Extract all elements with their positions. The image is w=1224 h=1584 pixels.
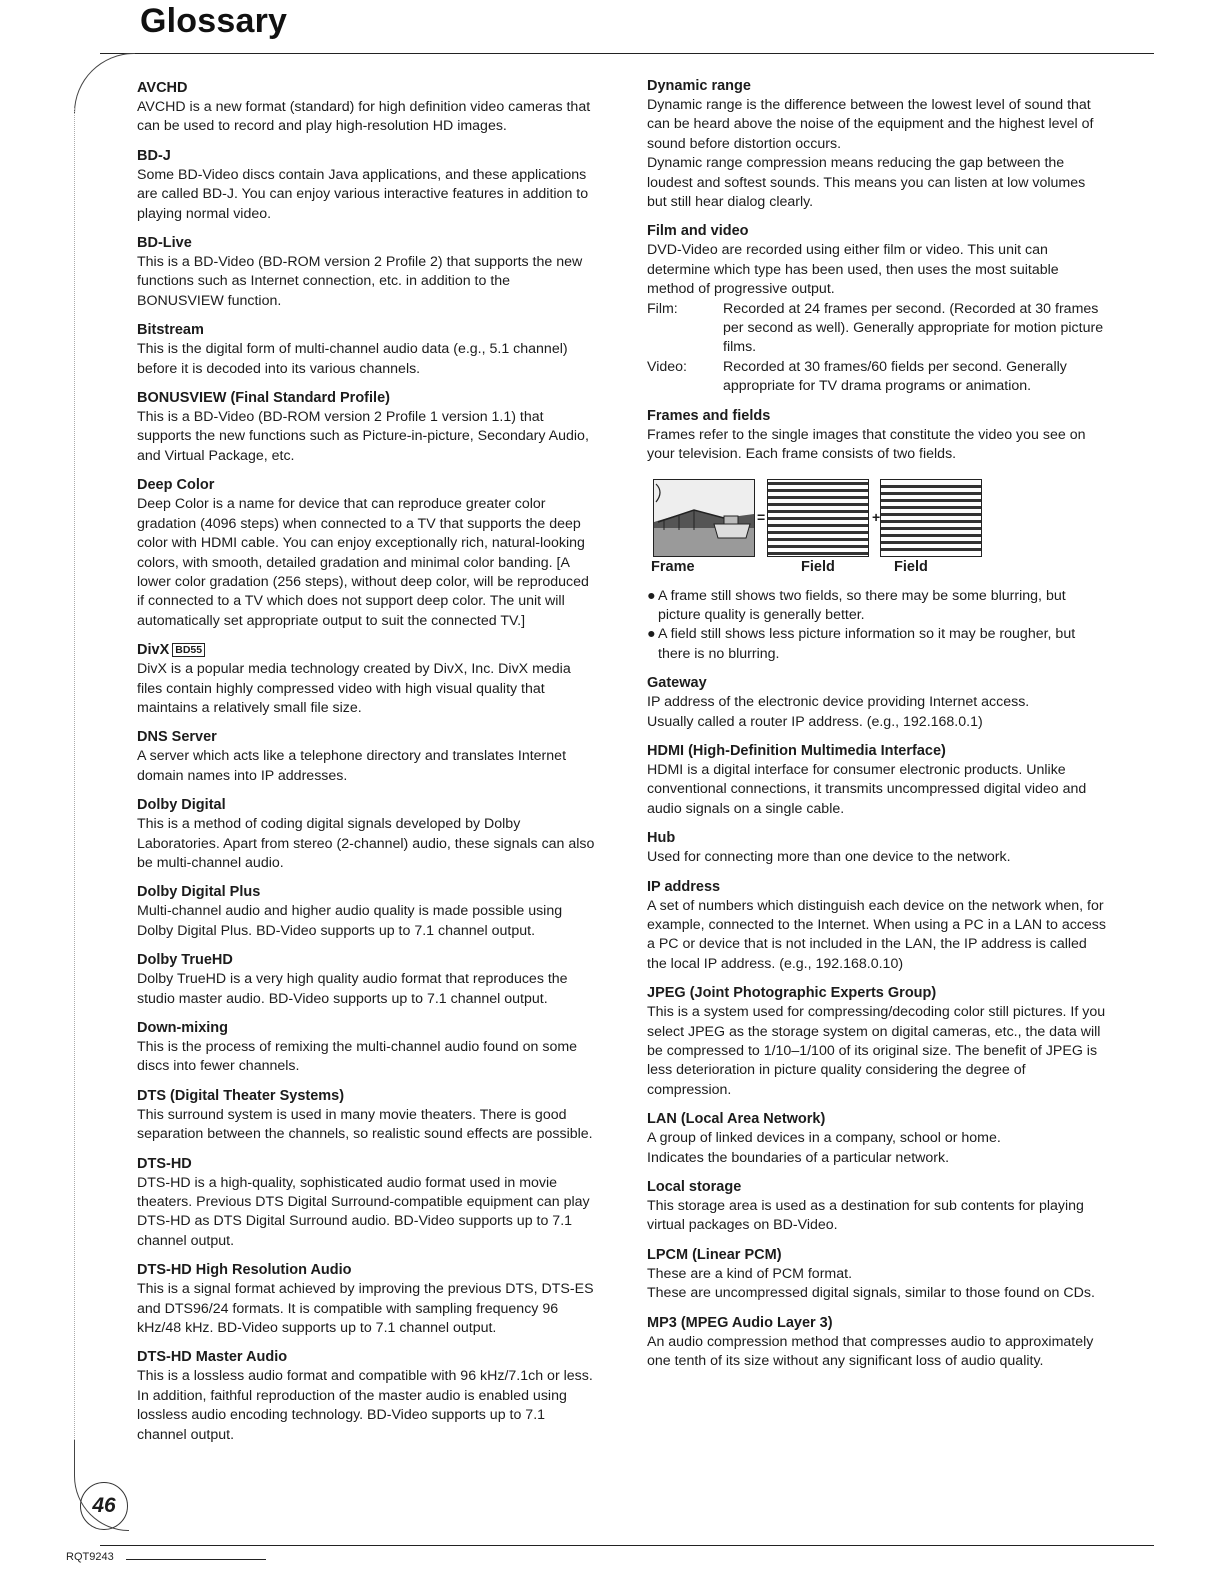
def-gateway-1: IP address of the electronic device providing Internet access.: [647, 694, 1030, 711]
term-ip-address: IP address: [647, 878, 721, 895]
def-dynamic-range-1: Dynamic range is the difference between the lowest level of sound that can be heard above the noise of the equipment and the highest level of sound before distortion occurs.: [647, 97, 1094, 152]
def-lpcm-2: These are uncompressed digital signals, similar to those found on CDs.: [647, 1285, 1095, 1302]
term-divx: [137, 640, 597, 660]
def-jpeg: This is a system used for compressing/decoding color still pictures. If you select JPEG as the storage system on digital cameras, etc., the data will be compressed to 1/10–1/100 of its original size. The benefit of JPEG is less deterioration in picture quality considering the degree of compression.: [647, 1004, 1106, 1098]
glossary-entry-ip-address: [647, 877, 1107, 975]
def-bd-j: Some BD-Video discs contain Java applications, and these applications are called BD-J. You can enjoy various interactive features in addition to playing normal video.: [137, 166, 589, 222]
margin-line: [74, 108, 75, 1448]
equals-sign: =: [757, 508, 766, 525]
page-number: 46: [80, 1482, 128, 1530]
def-dts-hd-hra: This is a signal format achieved by improving the previous DTS, DTS-ES and DTS96/24 formats. It is compatible with sampling frequency 96 kHz/48 kHz. BD-Video supports up to 7.1 channel output.: [137, 1281, 594, 1337]
glossary-entry-dts: [137, 1086, 597, 1145]
term-dynamic-range: Dynamic range: [647, 78, 751, 94]
glossary-entry-hub: [647, 828, 1107, 867]
term-lpcm: LPCM (Linear PCM): [647, 1246, 782, 1263]
film-text: Recorded at 24 frames per second. (Recorded at 30 frames per second as well). Generally appropriate for motion picture films.: [723, 300, 1104, 356]
field-image-1: [767, 479, 869, 557]
term-dolby-digital-plus: Dolby Digital Plus: [137, 884, 261, 901]
glossary-entry-mp3: [647, 1313, 1107, 1372]
def-dynamic-range-2: Dynamic range compression means reducing the gap between the loudest and softest sounds. This means you can listen at low volumes but still hear dialog clearly.: [647, 155, 1086, 211]
glossary-entry-dolby-truehd: [137, 950, 597, 1009]
def-mp3: An audio compression method that compresses audio to approximately one tenth of its size without any significant loss of audio quality.: [647, 1333, 1094, 1370]
film-label: Film:: [647, 300, 678, 317]
glossary-entry-bitstream: [137, 320, 597, 379]
def-avchd: AVCHD is a new format (standard) for high definition video cameras that can be used to record and play high-resolution HD images.: [137, 99, 591, 135]
bullet-field: [647, 625, 1107, 664]
term-dts: DTS (Digital Theater Systems): [137, 1087, 345, 1104]
term-bd-j: BD-J: [137, 147, 171, 164]
term-dts-hd-hra: DTS-HD High Resolution Audio: [137, 1262, 352, 1279]
def-divx: DivX is a popular media technology created by DivX, Inc. DivX media files contain highly compressed video with high visual quality that maintains a relatively small file size.: [137, 661, 571, 716]
def-dolby-digital: This is a method of coding digital signals developed by Dolby Laboratories. Apart from stereo (2-channel) audio, these signals can also be multi-channel audio.: [137, 816, 595, 871]
footer-rule: [100, 1545, 1154, 1546]
def-lan-1: A group of linked devices in a company, school or home.: [647, 1130, 1001, 1147]
footer-code-underline: [126, 1559, 266, 1560]
field-caption-2: Field: [894, 558, 928, 575]
document-code: RQT9243: [66, 1551, 114, 1563]
glossary-entry-frames-fields: [647, 406, 1107, 664]
def-hub: Used for connecting more than one device to the network.: [647, 849, 1011, 866]
glossary-entry-dolby-digital: [137, 795, 597, 873]
def-down-mixing: This is the process of remixing the multi-channel audio found on some discs into fewer channels.: [137, 1039, 578, 1075]
left-column: [137, 76, 597, 1454]
glossary-entry-divx: [137, 640, 597, 718]
glossary-entry-bd-j: [137, 146, 597, 224]
field-caption-1: Field: [801, 558, 835, 575]
model-badge: BD55: [172, 643, 205, 657]
term-avchd: AVCHD: [137, 80, 188, 96]
term-dolby-truehd: Dolby TrueHD: [137, 952, 233, 969]
glossary-entry-lan: [647, 1109, 1107, 1168]
frame-caption: Frame: [651, 558, 695, 575]
glossary-entry-dts-hd: [137, 1154, 597, 1252]
glossary-entry-bonusview: [137, 388, 597, 466]
term-lan: LAN (Local Area Network): [647, 1111, 826, 1128]
glossary-entry-avchd: [137, 78, 597, 137]
header-curve: [74, 53, 135, 114]
term-divx-label: DivX: [137, 642, 170, 659]
def-frames-fields: Frames refer to the single images that constitute the video you see on your television. Each frame consists of two fields.: [647, 426, 1086, 463]
def-film-video: DVD-Video are recorded using either film or video. This unit can determine which type has been used, then uses the most suitable method of progressive output.: [647, 242, 1059, 298]
term-local-storage: Local storage: [647, 1179, 742, 1196]
right-column: [647, 74, 1107, 1380]
term-mp3: MP3 (MPEG Audio Layer 3): [647, 1314, 833, 1331]
def-gateway-2: Usually called a router IP address. (e.g., 192.168.0.1): [647, 713, 983, 730]
term-dolby-digital: Dolby Digital: [137, 797, 226, 814]
term-frames-fields: Frames and fields: [647, 407, 771, 424]
video-text: Recorded at 30 frames/60 fields per second. Generally appropriate for TV drama programs or animation.: [723, 358, 1067, 395]
field-image-2: [880, 479, 982, 557]
glossary-entry-jpeg: [647, 983, 1107, 1100]
term-hdmi: HDMI (High-Definition Multimedia Interface): [647, 742, 946, 759]
glossary-entry-dynamic-range: [647, 76, 1107, 212]
glossary-entry-local-storage: [647, 1177, 1107, 1236]
glossary-entry-dolby-digital-plus: [137, 882, 597, 941]
glossary-entry-hdmi: [647, 741, 1107, 819]
def-dts: This surround system is used in many movie theaters. There is good separation between the channels, so realistic sound effects are possible.: [137, 1106, 593, 1143]
bullet-dot-icon: ●: [647, 626, 656, 643]
bullet-frame-text: A frame still shows two fields, so there may be some blurring, but picture quality is generally better.: [658, 587, 1066, 623]
glossary-entry-lpcm: [647, 1245, 1107, 1304]
term-dts-hd: DTS-HD: [137, 1155, 192, 1172]
bullet-field-text: A field still shows less picture information so it may be rougher, but there is no blurring.: [658, 626, 1076, 662]
def-dts-hd: DTS-HD is a high-quality, sophisticated audio format used in movie theaters. Previous DTS Digital Surround-compatible equipment can play DTS-HD as DTS Digital Surround audio. BD-Video supports up to 7.1 channel output.: [137, 1174, 590, 1249]
video-label: Video:: [647, 358, 687, 375]
term-down-mixing: Down-mixing: [137, 1020, 229, 1036]
term-jpeg: JPEG (Joint Photographic Experts Group): [647, 985, 937, 1002]
glossary-entry-film-video: [647, 221, 1107, 396]
bullet-dot-icon: ●: [647, 587, 656, 604]
def-lpcm-1: These are a kind of PCM format.: [647, 1265, 853, 1282]
page-title: Glossary: [140, 2, 288, 40]
term-bd-live: BD-Live: [137, 235, 192, 252]
term-dns-server: DNS Server: [137, 729, 217, 746]
glossary-entry-dts-hd-hra: [137, 1260, 597, 1338]
def-deep-color: Deep Color is a name for device that can reproduce greater color gradation (4096 steps) when connected to a TV that supports the deep color with HDMI cable. You can enjoy exceptionally rich, natural-looking colors, with smooth, detailed gradation and minimal color banding. [A lower color gradation (256 steps), without deep color, will be reproduced if connected to a TV which does not support deep color. The unit will automatically set appropriate output to suit the connected TV.]: [137, 496, 589, 629]
frame-field-figure: [647, 479, 1107, 585]
video-row: [647, 358, 1107, 397]
glossary-entry-gateway: [647, 673, 1107, 732]
def-local-storage: This storage area is used as a destination for sub contents for playing virtual packages on BD-Video.: [647, 1198, 1084, 1234]
glossary-entry-deep-color: [137, 475, 597, 631]
def-ip-address: A set of numbers which distinguish each device on the network when, for example, connected to the Internet. When using a PC in a LAN to access a PC or device that is not included in the LAN, the IP address is called the local IP address. (e.g., 192.168.0.10): [647, 897, 1106, 972]
term-dts-hd-ma: DTS-HD Master Audio: [137, 1349, 288, 1366]
term-bonusview: BONUSVIEW (Final Standard Profile): [137, 390, 390, 407]
def-dts-hd-ma: This is a lossless audio format and compatible with 96 kHz/7.1ch or less. In addition, faithful reproduction of the master audio is enabled using lossless audio encoding technology. BD-Video supports up to 7.1 channel output.: [137, 1368, 593, 1443]
header-rule: [100, 53, 1154, 54]
glossary-entry-bd-live: [137, 233, 597, 311]
term-hub: Hub: [647, 830, 676, 847]
term-gateway: Gateway: [647, 675, 707, 692]
def-lan-2: Indicates the boundaries of a particular network.: [647, 1149, 950, 1166]
def-bd-live: This is a BD-Video (BD-ROM version 2 Profile 2) that supports the new functions such as Internet connection, etc. in addition to the BONUSVIEW function.: [137, 254, 583, 309]
glossary-entry-dts-hd-ma: [137, 1347, 597, 1445]
frame-image: [653, 479, 755, 557]
def-bonusview: This is a BD-Video (BD-ROM version 2 Profile 1 version 1.1) that supports the new functions such as Picture-in-picture, Secondary Audio, and Virtual Package, etc.: [137, 409, 589, 464]
def-bitstream: This is the digital form of multi-channel audio data (e.g., 5.1 channel) before it is decoded into its various channels.: [137, 341, 568, 377]
def-hdmi: HDMI is a digital interface for consumer electronic products. Unlike conventional connections, it transmits uncompressed digital video and audio signals on a single cable.: [647, 761, 1087, 817]
def-dns-server: A server which acts like a telephone directory and translates Internet domain names into IP addresses.: [137, 748, 567, 784]
glossary-entry-dns-server: [137, 727, 597, 786]
term-bitstream: Bitstream: [137, 322, 204, 339]
page-number-block: [58, 1470, 128, 1550]
glossary-entry-down-mixing: [137, 1018, 597, 1077]
def-dolby-truehd: Dolby TrueHD is a very high quality audio format that reproduces the studio master audio. BD-Video supports up to 7.1 channel output.: [137, 971, 568, 1007]
term-deep-color: Deep Color: [137, 477, 215, 494]
term-film-video: Film and video: [647, 223, 749, 240]
bullet-frame: [647, 587, 1107, 626]
def-dolby-digital-plus: Multi-channel audio and higher audio quality is made possible using Dolby Digital Plus. BD-Video supports up to 7.1 channel output.: [137, 903, 563, 939]
plus-sign: +: [872, 508, 881, 525]
film-row: [647, 300, 1107, 358]
